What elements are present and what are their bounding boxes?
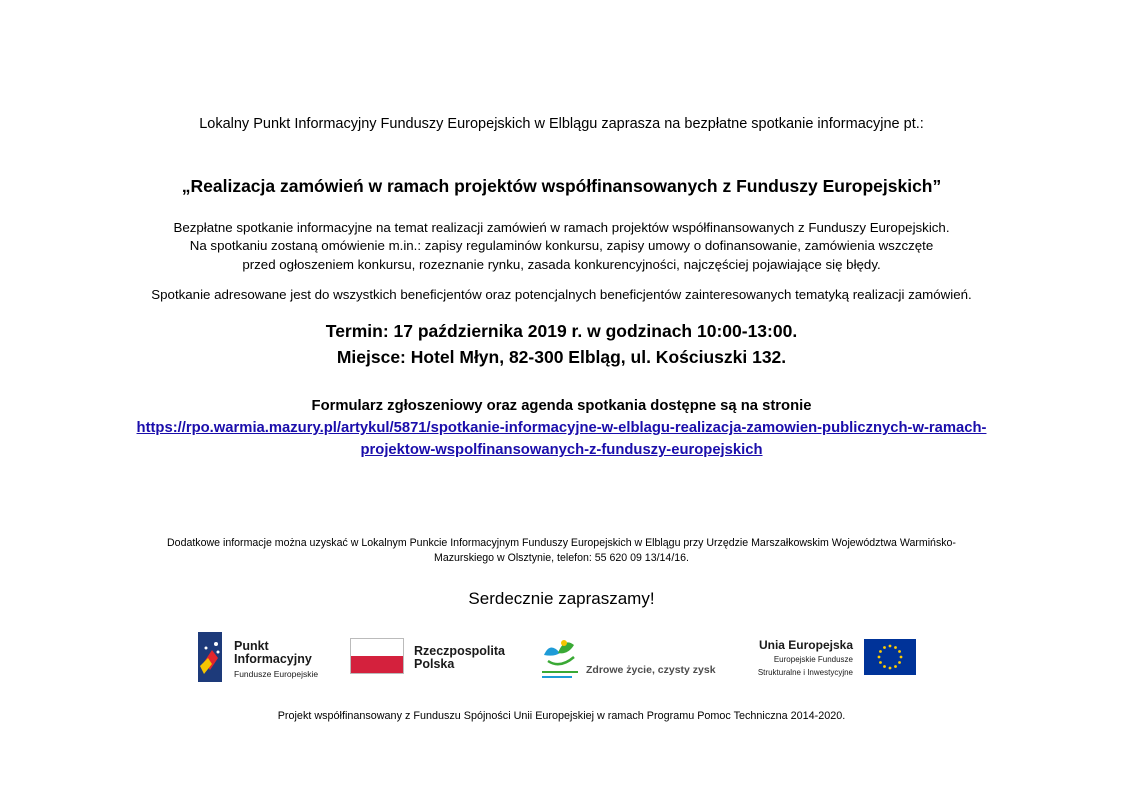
eu-star	[900, 656, 903, 659]
pl-logo-line-2: Polska	[414, 657, 455, 671]
registration-link-line-1[interactable]: https://rpo.warmia.mazury.pl/artykul/5871/spotkanie-informacyjne-w-elblagu-realizacja-zamowien-publicznych-w-ramach-	[136, 420, 987, 436]
rzeczpospolita-polska-logo	[350, 638, 510, 678]
audience-text: Spotkanie adresowane jest do wszystkich beneficjentów oraz potencjalnych beneficjentów zainteresowanych tematyką realizacji zamówień.	[151, 287, 972, 302]
event-term: Termin: 17 października 2019 r. w godzinach 10:00-13:00.	[325, 321, 798, 341]
registration-link-line-2[interactable]: projektow-wspolfinansowanych-z-funduszy-europejskich	[360, 442, 763, 458]
warmia-mazury-icon	[540, 635, 582, 681]
warmia-mazury-logo	[540, 635, 715, 681]
description-line-1: Bezpłatne spotkanie informacyjne na temat realizacji zamówień w ramach projektów współfinansowanych z Funduszy Europejskich.	[173, 220, 950, 235]
eu-star	[898, 661, 901, 664]
pl-logo-line-1: Rzeczpospolita	[414, 644, 505, 658]
eu-star	[883, 646, 886, 649]
invitation-text: Serdecznie zapraszamy!	[468, 589, 655, 608]
polish-flag-icon	[350, 638, 404, 674]
eu-star	[894, 646, 897, 649]
fe-logo-line-1: Punkt	[234, 639, 269, 653]
ue-logo-subtitle-1: Europejskie Fundusze	[773, 655, 853, 664]
fundusze-europejskie-logo	[198, 632, 328, 682]
wm-slogan: Zdrowe życie, czysty zysk	[586, 664, 716, 676]
eu-star	[879, 650, 882, 653]
eu-star	[879, 661, 882, 664]
fe-logo-line-2: Informacyjny	[234, 652, 312, 666]
event-place: Miejsce: Hotel Młyn, 82-300 Elbląg, ul. Kościuszki 132.	[336, 347, 787, 367]
event-title: „Realizacja zamówień w ramach projektów współfinansowanych z Funduszy Europejskich”	[181, 176, 942, 196]
fe-logo-subtitle: Fundusze Europejskie	[234, 669, 319, 679]
footer-text: Projekt współfinansowany z Funduszu Spójności Unii Europejskiej w ramach Programu Pomoc Techniczna 2014-2020.	[277, 710, 846, 722]
eu-star	[889, 645, 892, 648]
eu-star	[889, 667, 892, 670]
eu-star	[878, 656, 881, 659]
additional-info-line-1: Dodatkowe informacje można uzyskać w Lokalnym Punkcie Informacyjnym Funduszy Europejskich w Elblągu przy Urzędzie Marszałkowskim Województwa Warmińsko-	[167, 537, 956, 549]
eu-star	[883, 665, 886, 668]
intro-text: Lokalny Punkt Informacyjny Funduszy Europejskich w Elblągu zaprasza na bezpłatne spotkanie informacyjne pt.:	[199, 116, 924, 132]
unia-europejska-logo	[744, 636, 919, 682]
eu-flag-icon	[864, 639, 916, 675]
ue-logo-subtitle-2: Strukturalne i Inwestycyjne	[757, 668, 853, 677]
additional-info-line-2: Mazurskiego w Olsztynie, telefon: 55 620 09 13/14/16.	[434, 552, 689, 564]
ue-logo-title: Unia Europejska	[758, 638, 853, 652]
eu-star	[894, 665, 897, 668]
logo-strip	[0, 630, 1123, 686]
fundusze-europejskie-icon	[198, 632, 226, 682]
form-label: Formularz zgłoszeniowy oraz agenda spotkania dostępne są na stronie	[311, 398, 812, 414]
description-line-2: Na spotkaniu zostaną omówienie m.in.: zapisy regulaminów konkursu, zapisy umowy o dofinansowanie, zamówienia wszczęte	[189, 238, 934, 253]
description-line-3: przed ogłoszeniem konkursu, rozeznanie rynku, zasada konkurencyjności, najczęściej pojawiające się błędy.	[242, 257, 881, 272]
eu-star	[898, 650, 901, 653]
